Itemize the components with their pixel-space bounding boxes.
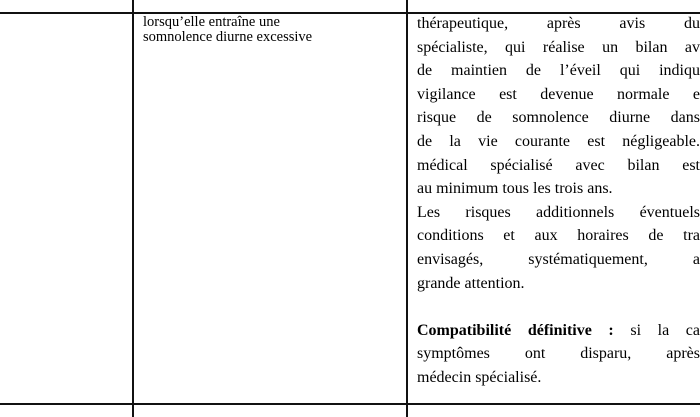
table-border-vertical-right <box>406 0 408 417</box>
text-line: médical spécialisé avec bilan est <box>417 156 700 174</box>
text-line: spécialiste, qui réalise un bilan av <box>417 38 700 56</box>
text-line <box>417 319 700 343</box>
text-line: envisagés, systématiquement, a <box>417 250 700 268</box>
text-line: au minimum tous les trois ans. <box>417 180 613 198</box>
text-line: de maintien de l’éveil qui indiqu <box>417 62 700 80</box>
text-line: thérapeutique, après avis du <box>417 15 700 32</box>
text-line: risque de somnolence diurne dans <box>417 109 700 127</box>
bold-lead-in: Compatibilité définitive : <box>417 321 614 339</box>
text-line: médecin spécialisé. <box>417 368 542 386</box>
text-line-rest: si la ca <box>613 321 700 339</box>
text-line: conditions et aux horaires de tra <box>417 227 700 245</box>
text-line: Les risques additionnels éventuels <box>417 203 700 221</box>
text-line: symptômes ont disparu, après <box>417 345 700 363</box>
text-line: somnolence diurne excessive <box>143 29 313 46</box>
text-line: de la vie courante est négligeable. <box>417 132 700 150</box>
blank-line <box>417 295 700 319</box>
text-line: vigilance est devenue normale e <box>417 85 700 103</box>
table-border-row-bottom <box>0 403 700 405</box>
text-line: lorsqu’elle entraîne une <box>143 14 280 30</box>
table-border-vertical-left <box>132 0 134 417</box>
text-line: grande attention. <box>417 274 525 292</box>
table-cell-condition <box>143 15 395 45</box>
table-cell-decision <box>417 12 700 390</box>
